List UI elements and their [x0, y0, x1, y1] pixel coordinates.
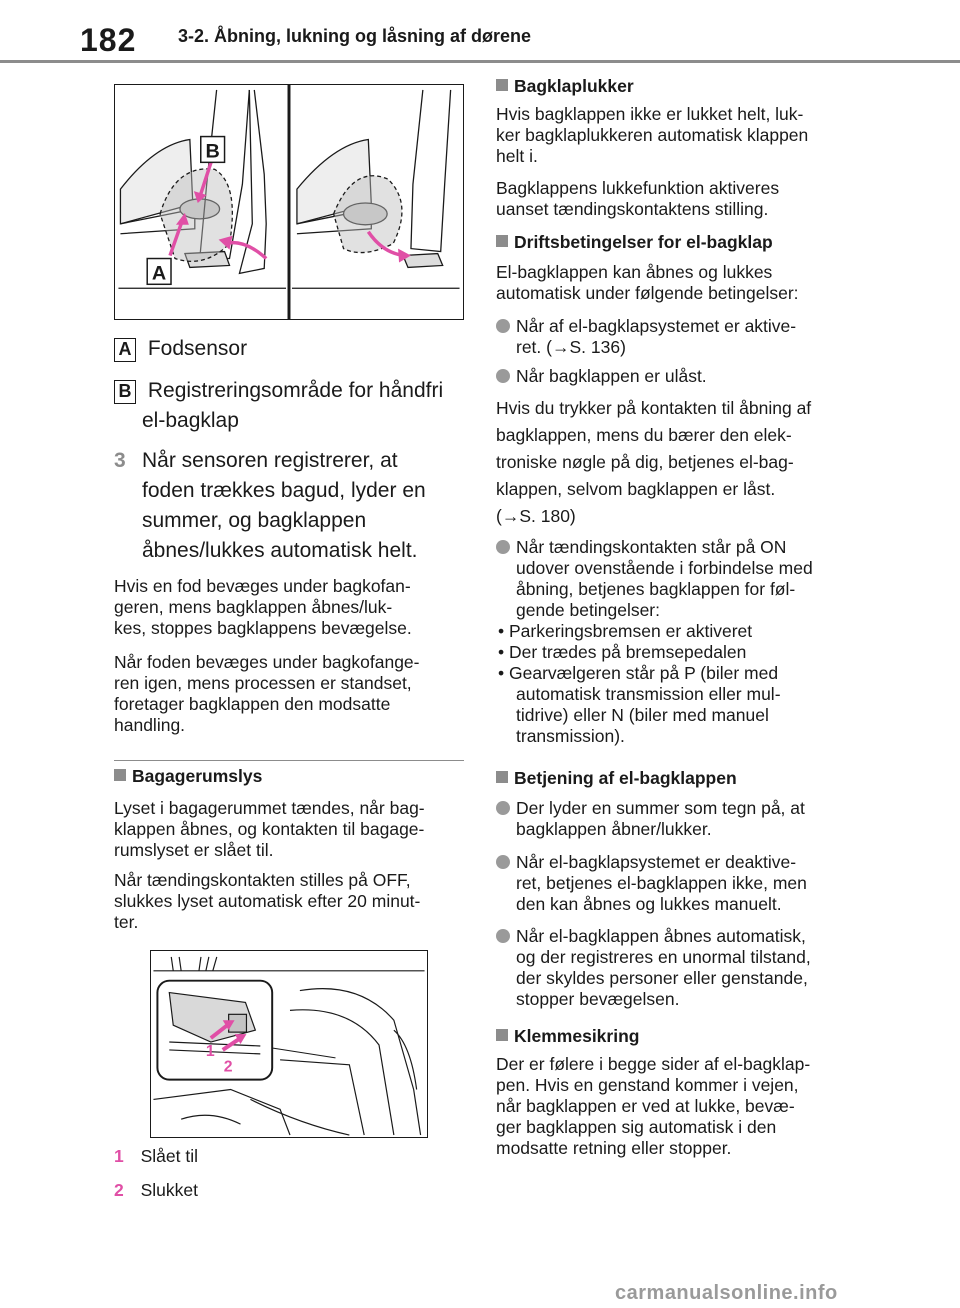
drift-bullet-2 [496, 366, 856, 387]
figure2-num-2: 2 [223, 1058, 233, 1076]
text-line: ker bagklaplukkeren automatisk klappen [496, 125, 809, 145]
text-line: Når el-bagklappen åbnes automatisk, [516, 926, 806, 946]
text-line: bagklappen, mens du bærer den elek- [496, 425, 792, 445]
step-3-line: åbnes/lukkes automatisk helt. [142, 539, 418, 562]
switch-legend-1-num: 1 [114, 1146, 124, 1166]
foot-sensor-figure [114, 84, 464, 320]
figure1-label-a: A [151, 262, 167, 285]
step-3-line: summer, og bagklappen [142, 509, 367, 532]
text-line: rumslyset er slået til. [114, 840, 274, 860]
text-line: Når af el-bagklapsystemet er aktive- [516, 316, 797, 336]
section-title: 3-2. Åbning, lukning og låsning af dørene [178, 26, 532, 46]
sub-bullet: • Der trædes på bremsepedalen [498, 642, 747, 662]
text-line: geren, mens bagklappen åbnes/luk- [114, 597, 393, 617]
circle-bullet-icon [496, 319, 510, 333]
square-bullet-icon [496, 771, 508, 783]
header-rule [0, 60, 960, 63]
text-line: Når el-bagklapsystemet er deaktive- [516, 852, 797, 872]
text-line: ret, betjenes el-bagklappen ikke, men [516, 873, 807, 893]
legend-b-key: B [114, 380, 136, 404]
text-line: ren igen, mens processen er standset, [114, 673, 412, 693]
figure2-num-1: 1 [205, 1042, 215, 1060]
heading-bagklaplukker [496, 76, 634, 97]
step-3-line: foden trækkes bagud, lyder en [142, 479, 426, 502]
text-line: og der registreres en unormal tilstand, [516, 947, 811, 967]
legend-a [114, 334, 464, 364]
paragraph-light-timeout [114, 870, 474, 933]
text-line: Når tændingskontakten stilles på OFF, [114, 870, 411, 890]
circle-bullet-icon [496, 540, 510, 554]
circle-bullet-icon [496, 929, 510, 943]
step-3 [114, 446, 474, 566]
circle-bullet-icon [496, 855, 510, 869]
legend-b-text-line2: el-bagklap [142, 409, 239, 432]
text-line: kes, stoppes bagklappens bevægelse. [114, 618, 412, 638]
legend-a-key: A [114, 338, 136, 362]
step-3-line: Når sensoren registrerer, at [142, 449, 398, 472]
text-line: automatisk transmission eller mul- [516, 684, 781, 704]
switch-legend-2 [114, 1180, 198, 1201]
text-line: transmission). [516, 726, 625, 746]
heading-text: Driftsbetingelser for el-bagklap [514, 232, 773, 252]
legend-b [114, 376, 464, 436]
text-line: Hvis bagklappen ikke er lukket helt, luk- [496, 104, 804, 124]
text-line: klappen, selvom bagklappen er låst. [496, 479, 776, 499]
luggage-light-figure [150, 950, 428, 1138]
text-line: uanset tændingskontaktens stilling. [496, 199, 769, 219]
text-line: ret. (→S. 136) [516, 337, 626, 357]
step-3-number: 3 [114, 449, 126, 472]
text-line: ter. [114, 912, 139, 932]
text-line: foretager bagklappen den modsatte [114, 694, 391, 714]
figure1-label-b: B [205, 140, 220, 163]
text-line: åbning, betjenes bagklappen for føl- [516, 579, 796, 599]
legend-b-text-line1: Registreringsområde for håndfri [147, 379, 444, 402]
text-line: der skyldes personer eller genstande, [516, 968, 808, 988]
page-number: 182 [80, 22, 137, 58]
text-line: El-bagklappen kan åbnes og lukkes [496, 262, 773, 282]
text-line: Hvis en fod bevæges under bagkofan- [114, 576, 411, 596]
text-line: modsatte retning eller stopper. [496, 1138, 732, 1158]
text-line: automatisk under følgende betingelser: [496, 283, 799, 303]
paragraph-closer [496, 104, 856, 167]
text-line: Når foden bevæges under bagkofange- [114, 652, 420, 672]
paragraph-electronic-key [496, 395, 866, 530]
drift-bullet-3 [496, 537, 866, 747]
heading-text: Klemmesikring [514, 1026, 640, 1046]
sub-bullet: • Parkeringsbremsen er aktiveret [498, 621, 753, 641]
text-line: slukkes lyset automatisk efter 20 minut- [114, 891, 421, 911]
text-line: Når bagklappen er ulåst. [516, 366, 707, 386]
text-line: handling. [114, 715, 186, 735]
heading-text: Bagagerumslys [132, 766, 263, 786]
paragraph-foot-stop [114, 576, 474, 639]
foot-sensor-illustration [115, 85, 463, 319]
text-line: udover ovenstående i forbindelse med [516, 558, 813, 578]
paragraph-foot-reverse [114, 652, 474, 736]
betjening-bullet-3 [496, 926, 866, 1010]
text-line: Bagklappens lukkefunktion aktiveres [496, 178, 780, 198]
text-line: Der lyder en summer som tegn på, at [516, 798, 805, 818]
text-line: Når tændingskontakten står på ON [516, 537, 787, 557]
watermark: carmanualsonline.info [615, 1282, 838, 1304]
heading-bagagerumslys [114, 766, 262, 787]
switch-legend-1-text: Slået til [140, 1146, 198, 1166]
text-line: Hvis du trykker på kontakten til åbning af [496, 398, 812, 418]
heading-klemmesikring [496, 1026, 639, 1047]
section-divider [114, 760, 464, 761]
paragraph-drift-intro [496, 262, 856, 304]
text-line: tidrive) eller N (biler med manuel [516, 705, 769, 725]
switch-legend-1 [114, 1146, 198, 1167]
paragraph-luggage-light [114, 798, 474, 861]
square-bullet-icon [496, 79, 508, 91]
text-line: Der er følere i begge sider af el-bagklap- [496, 1054, 811, 1074]
betjening-bullet-1 [496, 798, 856, 840]
luggage-light-illustration [151, 951, 427, 1137]
drift-bullet-1 [496, 316, 856, 358]
text-line: troniske nøgle på dig, betjenes el-bag- [496, 452, 794, 472]
circle-bullet-icon [496, 801, 510, 815]
text-line: pen. Hvis en genstand kommer i vejen, [496, 1075, 799, 1095]
betjening-bullet-2 [496, 852, 856, 915]
text-line: gende betingelser: [516, 600, 660, 620]
text-line: den kan åbnes og lukkes manuelt. [516, 894, 782, 914]
text-line: bagklappen åbner/lukker. [516, 819, 712, 839]
circle-bullet-icon [496, 369, 510, 383]
text-line: ger bagklappen sig automatisk i den [496, 1117, 777, 1137]
text-line: helt i. [496, 146, 538, 166]
legend-a-text: Fodsensor [147, 337, 248, 360]
heading-text: Betjening af el-bagklappen [514, 768, 737, 788]
paragraph-klemmesikring [496, 1054, 866, 1159]
text-line: når bagklappen er ved at lukke, bevæ- [496, 1096, 795, 1116]
text-line: klappen åbnes, og kontakten til bagage- [114, 819, 425, 839]
sub-bullet: • Gearvælgeren står på P (biler med [498, 663, 779, 683]
square-bullet-icon [496, 235, 508, 247]
heading-betjening [496, 768, 737, 789]
switch-legend-2-num: 2 [114, 1180, 124, 1200]
heading-driftsbetingelser [496, 232, 773, 253]
square-bullet-icon [114, 769, 126, 781]
text-line: (→S. 180) [496, 506, 576, 526]
square-bullet-icon [496, 1029, 508, 1041]
paragraph-closer-function [496, 178, 856, 220]
text-line: Lyset i bagagerummet tændes, når bag- [114, 798, 425, 818]
switch-legend-2-text: Slukket [140, 1180, 198, 1200]
text-line: stopper bevægelsen. [516, 989, 680, 1009]
heading-text: Bagklaplukker [514, 76, 634, 96]
